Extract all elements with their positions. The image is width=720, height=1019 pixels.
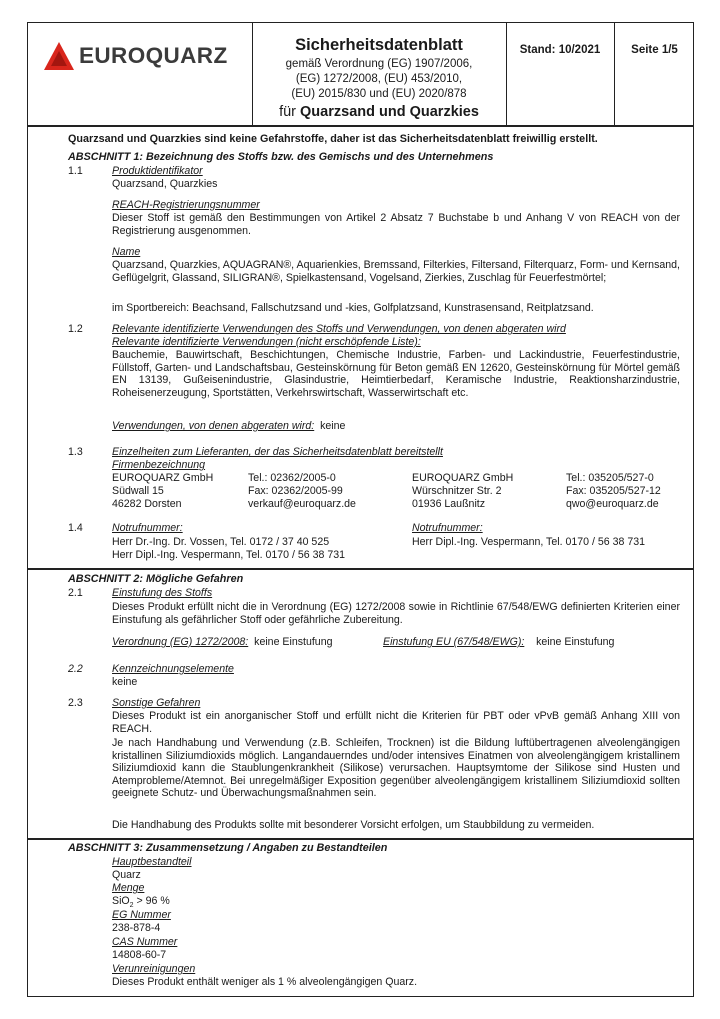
company-line: 46282 Dorsten [112, 498, 182, 510]
company-line: 01936 Laußnitz [412, 498, 486, 510]
formula: SiO [112, 895, 130, 907]
composition-value: Dieses Produkt enthält weniger als 1 % alveolengängigen Quarz. [112, 976, 418, 988]
company-contact: Tel.: 02362/2005-0 [248, 472, 336, 484]
product-name: Quarzsand und Quarzkies [300, 104, 479, 120]
section-number: 2.1 [68, 587, 83, 599]
section-number: 1.4 [68, 522, 83, 534]
company-contact: Fax: 02362/2005-99 [248, 485, 343, 497]
header-divider [614, 23, 615, 125]
header-divider [506, 23, 507, 125]
company-email: qwo@euroquarz.de [566, 498, 659, 510]
labelling-value: keine [112, 676, 138, 688]
section-number: 1.2 [68, 323, 83, 335]
section-number: 1.3 [68, 446, 83, 458]
composition-value: 14808-60-7 [112, 949, 167, 961]
document-title: Sicherheitsdatenblatt [295, 36, 463, 54]
regulation-line: (EU) 2015/830 und (EU) 2020/878 [291, 88, 467, 100]
composition-label: Menge [112, 882, 145, 894]
subsection-title: Name [112, 246, 141, 258]
subsection-title: Relevante identifizierte Verwendungen des Stoffs und Verwendungen, von denen abgeraten wird [112, 323, 566, 335]
reach-text: Dieser Stoff ist gemäß den Bestimmungen von Artikel 2 Absatz 7 Buchstabe b und Anhang V von REACH von der Registrierung ausgenommen. [112, 212, 680, 237]
composition-value: Quarz [112, 869, 141, 881]
section-number: 2.2 [68, 663, 83, 675]
advised-against-value: keine [320, 420, 346, 432]
company-contact: Tel.: 035205/527-0 [566, 472, 654, 484]
uses-text: Bauchemie, Bauwirtschaft, Beschichtungen, Chemische Industrie, Farben- und Lackindustrie, Feuerfestindustrie, Füllstoff, Garten- und Landschaftsbau, Gesteinskörnung für Beton gemäß EN 12620, Gesteinskörnung für Mörtel gemäß EN 13139, Gußeisenindustrie, Glasindustrie, Heimtierbedarf, Keramische Industrie, Reaktionsharzindustrie, Roheisenerzeugung, Sportstätten, Verkehrswirtschaft, Wasserwirtschaft etc. [112, 349, 680, 399]
advised-against-row [112, 420, 345, 433]
page-number: Seite 1/5 [631, 44, 678, 56]
subsection-title: Sonstige Gefahren [112, 697, 201, 709]
company-contact: Fax: 035205/527-12 [566, 485, 661, 497]
section-2-title: ABSCHNITT 2: Mögliche Gefahren [68, 573, 244, 585]
regulation-value: keine Einstufung [254, 636, 333, 648]
emergency-contact: Herr Dr.-Ing. Dr. Vossen, Tel. 0172 / 37 40 525 [112, 536, 330, 548]
revision-date: Stand: 10/2021 [519, 44, 601, 56]
regulation-line: (EG) 1272/2008, (EU) 453/2010, [295, 73, 463, 85]
composition-label: CAS Nummer [112, 936, 178, 948]
classification-row [383, 636, 614, 649]
emergency-contact: Herr Dipl.-Ing. Vespermann, Tel. 0170 / 56 38 731 [112, 549, 346, 561]
intro-statement: Quarzsand und Quarzkies sind keine Gefahrstoffe, daher ist das Sicherheitsdatenblatt freiwillig erstellt. [68, 133, 598, 145]
regulation-label: Einstufung EU (67/548/EWG): [383, 636, 525, 648]
subsection-title: Einzelheiten zum Lieferanten, der das Sicherheitsdatenblatt bereitstellt [112, 446, 443, 458]
product-identifier: Quarzsand, Quarzkies [112, 178, 218, 190]
euroquarz-logo-icon [44, 42, 74, 70]
company-line: Würschnitzer Str. 2 [412, 485, 502, 497]
subsection-title: Notrufnummer: [412, 522, 483, 534]
composition-value: 238-878-4 [112, 922, 161, 934]
amount-value: > 96 % [133, 895, 170, 907]
subsection-subtitle: Firmenbezeichnung [112, 459, 206, 471]
product-prefix: für [279, 104, 301, 120]
section-3-title: ABSCHNITT 3: Zusammensetzung / Angaben zu Bestandteilen [68, 842, 388, 854]
subsection-title: Produktidentifikator [112, 165, 203, 177]
other-hazards-text: Die Handhabung des Produkts sollte mit besonderer Vorsicht erfolgen, um Staubbildung zu vermeiden. [112, 819, 595, 831]
advised-against-label: Verwendungen, von denen abgeraten wird: [112, 420, 315, 432]
composition-label: Verunreinigungen [112, 963, 196, 975]
emergency-contact: Herr Dipl.-Ing. Vespermann, Tel. 0170 / 56 38 731 [412, 536, 646, 548]
section-number: 2.3 [68, 697, 83, 709]
classification-text: Dieses Produkt erfüllt nicht die in Verordnung (EG) 1272/2008 sowie in Richtlinie 67/548/EWG definierten Kriterien einer Einstufung als gefährlicher Stoff oder gefährliche Zubereitung. [112, 601, 680, 626]
section-1-title: ABSCHNITT 1: Bezeichnung des Stoffs bzw. des Gemischs und des Unternehmens [68, 151, 494, 163]
classification-row [112, 636, 332, 649]
subsection-subtitle: Relevante identifizierte Verwendungen (nicht erschöpfende Liste): [112, 336, 421, 348]
subsection-title: REACH-Registrierungsnummer [112, 199, 260, 211]
other-hazards-text: Dieses Produkt ist ein anorganischer Stoff und erfüllt nicht die Kriterien für PBT oder vPvB gemäß Anhang XIII von REACH. [112, 710, 680, 735]
product-line [252, 104, 506, 120]
regulation-line: gemäß Verordnung (EG) 1907/2006, [285, 58, 473, 70]
other-hazards-text: Je nach Handhabung und Verwendung (z.B. Schleifen, Trocknen) ist die Bildung luftübertragenen alveolengängigen kristallinen Siliziumdioxids möglich. Langandauerndes und/oder intensives Einatmen von alveolengängigem kristallinem Siliziumdioxid kann die Staublungenkrankheit (Silikose) verursachen. Hauptsymtome der Silikose sind Husten und Atemprobleme/Atemnot. Bei unregelmäßiger Exposition gegenüber alveolengängigem kristallinem Siliziumdioxid sollten geeignete Schutz- und Überwachungsmaßnahmen sein. [112, 737, 680, 800]
regulation-label: Verordnung (EG) 1272/2008: [112, 636, 249, 648]
subsection-title: Notrufnummer: [112, 522, 183, 534]
formula-subscript: 2 [129, 902, 134, 910]
document-header [27, 22, 694, 126]
composition-label: Hauptbestandteil [112, 856, 192, 868]
subsection-title: Kennzeichnungselemente [112, 663, 234, 675]
company-line: Südwall 15 [112, 485, 164, 497]
company-email: verkauf@euroquarz.de [248, 498, 356, 510]
name-text-sport: im Sportbereich: Beachsand, Fallschutzsand und -kies, Golfplatzsand, Kunstrasensand, Reitplatzsand. [112, 302, 594, 314]
company-line: EUROQUARZ GmbH [112, 472, 214, 484]
regulation-value: keine Einstufung [536, 636, 615, 648]
subsection-title: Einstufung des Stoffs [112, 587, 213, 599]
composition-label: EG Nummer [112, 909, 171, 921]
section-number: 1.1 [68, 165, 83, 177]
name-text: Quarzsand, Quarzkies, AQUAGRAN®, Aquarienkies, Bremssand, Filterkies, Filtersand, Filterquarz, Form- und Kernsand, Geflügelgrit, Glassand, SILIGRAN®, Spielkastensand, Vogelsand, Zierkies, Zuschlag für Feuerfestmörtel; [112, 259, 680, 284]
company-line: EUROQUARZ GmbH [412, 472, 514, 484]
logo-text: EUROQUARZ [79, 43, 228, 68]
